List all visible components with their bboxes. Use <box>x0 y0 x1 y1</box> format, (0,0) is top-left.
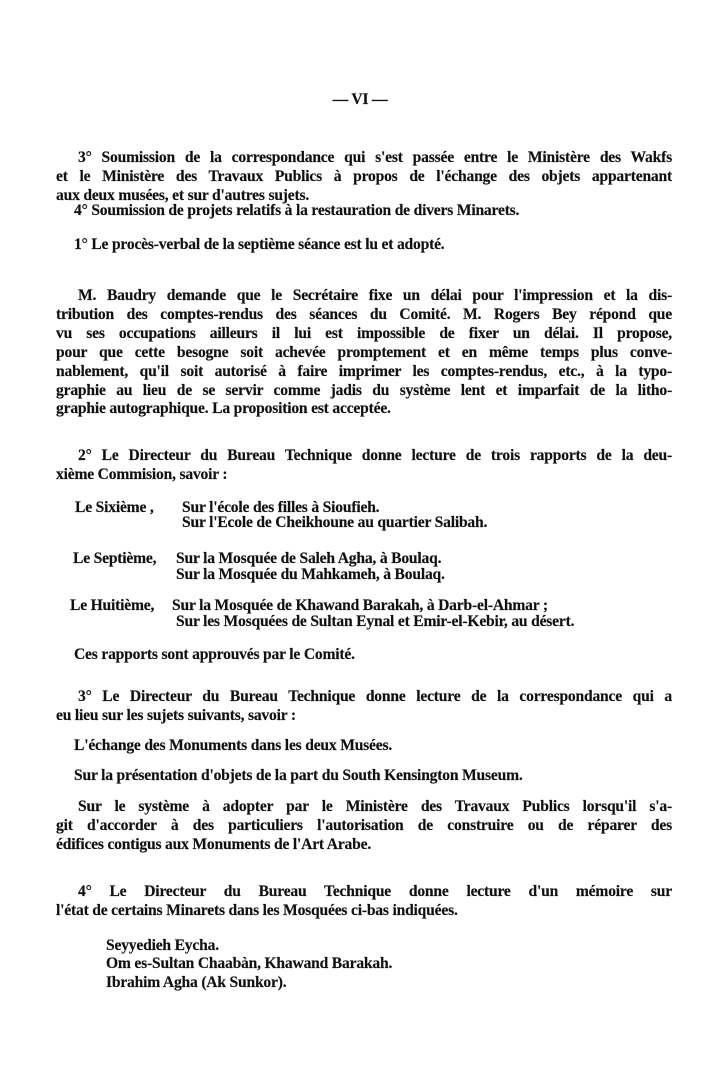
text-line: pour que cette besogne soit achevée promptement et en même temps plus conve- <box>56 344 672 361</box>
text-line: 2° Le Directeur du Bureau Technique donne lecture de trois rapports de la deu- <box>78 447 672 464</box>
text-line: tribution des comptes-rendus des séances du Comité. M. Rogers Bey répond que <box>56 306 672 323</box>
text-line: aux deux musées, et sur d'autres sujets. <box>56 187 310 204</box>
text-line: eu lieu sur les sujets suivants, savoir : <box>56 707 296 724</box>
text-line: Sur le système à adopter par le Ministère des Travaux Publics lorsqu'il s'a- <box>78 798 672 815</box>
agenda-item-4: 4° Soumission de projets relatifs à la restauration de divers Minarets. <box>74 202 520 219</box>
text-line: 4° Le Directeur du Bureau Technique donne lecture d'un mémoire sur <box>78 883 672 900</box>
report-line: Sur la Mosquée du Mahkameh, à Boulaq. <box>176 566 445 583</box>
subject-line: L'échange des Monuments dans les deux Musées. <box>74 737 393 754</box>
text-line: vu ses occupations ailleurs il lui est impossible de fixer un délai. Il propose, <box>56 325 672 342</box>
text-line: édifices contigus aux Monuments de l'Art Arabe. <box>56 836 372 853</box>
report-line: Sur l'école des filles à Sioufieh. <box>182 499 380 516</box>
text-line: git d'accorder à des particuliers l'autorisation de construire ou de réparer des <box>56 817 672 834</box>
text-line: graphie au lieu de se servir comme jadis du système lent et imparfait de la litho- <box>56 382 672 399</box>
mosque-item: Om es-Sultan Chaabàn, Khawand Barakah. <box>106 955 393 972</box>
report-label: Le Sixième , <box>75 499 154 516</box>
text-line: l'état de certains Minarets dans les Mosquées ci-bas indiquées. <box>56 902 458 919</box>
report-line: Sur l'Ecole de Cheikhoune au quartier Salibah. <box>182 514 488 531</box>
text-line: xième Commision, savoir : <box>56 466 228 483</box>
minutes-approval: 1° Le procès-verbal de la septième séance est lu et adopté. <box>74 236 445 253</box>
reports-conclusion: Ces rapports sont approuvés par le Comité. <box>74 646 355 663</box>
subject-line: Sur la présentation d'objets de la part du South Kensington Museum. <box>74 767 523 784</box>
report-line: Sur les Mosquées de Sultan Eynal et Emir-el-Kebir, au désert. <box>176 613 575 630</box>
text-line: et le Ministère des Travaux Publics à propos de l'échange des objets appartenant <box>56 168 672 185</box>
text-line: 3° Soumission de la correspondance qui s'est passée entre le Ministère des Wakfs <box>78 149 672 166</box>
report-line: Sur la Mosquée de Khawand Barakah, à Darb-el-Ahmar ; <box>172 597 548 614</box>
mosque-item: Ibrahim Agha (Ak Sunkor). <box>106 974 287 991</box>
text-line: graphie autographique. La proposition est acceptée. <box>56 400 391 417</box>
mosque-item: Seyyedieh Eycha. <box>106 937 219 954</box>
text-line: M. Baudry demande que le Secrétaire fixe un délai pour l'impression et la dis- <box>78 287 672 304</box>
report-label: Le Huitième, <box>70 597 155 614</box>
report-label: Le Septième, <box>73 550 157 567</box>
text-line: nablement, qu'il soit autorisé à faire imprimer les comptes-rendus, etc., à la typo- <box>56 363 672 380</box>
page-number: — VI — <box>332 91 388 108</box>
report-line: Sur la Mosquée de Saleh Agha, à Boulaq. <box>176 550 442 567</box>
text-line: 3° Le Directeur du Bureau Technique donne lecture de la correspondance qui a <box>78 688 672 705</box>
